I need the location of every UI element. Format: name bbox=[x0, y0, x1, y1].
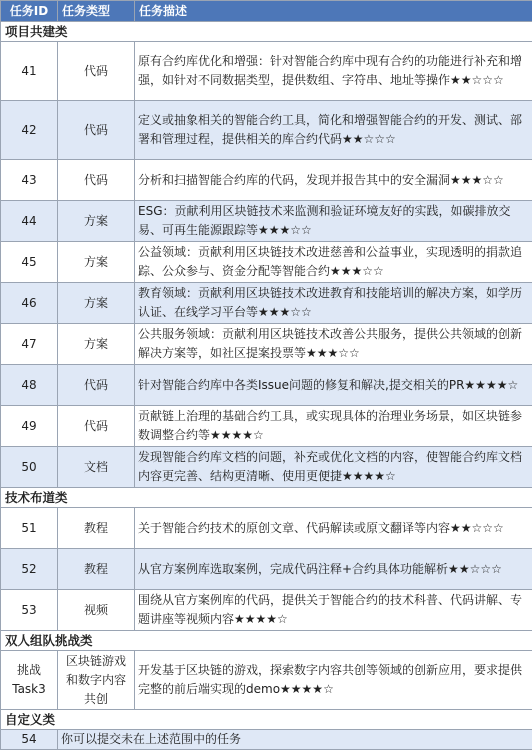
task-id: 47 bbox=[1, 324, 58, 365]
task-type: 代码 bbox=[58, 406, 135, 447]
table-row bbox=[1, 160, 532, 201]
task-type: 代码 bbox=[58, 42, 135, 101]
task-type: 代码 bbox=[58, 160, 135, 201]
header-id: 任务ID bbox=[1, 1, 58, 22]
section-title: 技术布道类 bbox=[1, 488, 532, 508]
table-row bbox=[1, 508, 532, 549]
table-row bbox=[1, 447, 532, 488]
task-type: 视频 bbox=[58, 590, 135, 631]
task-desc: 开发基于区块链的游戏，探索数字内容共创等领域的创新应用，要求提供完整的前后端实现的demo★★★★☆ bbox=[135, 651, 532, 710]
task-id: 43 bbox=[1, 160, 58, 201]
task-id: 42 bbox=[1, 101, 58, 160]
task-id: 挑战Task3 bbox=[1, 651, 58, 710]
header-type: 任务类型 bbox=[58, 1, 135, 22]
task-type: 教程 bbox=[58, 508, 135, 549]
task-id: 46 bbox=[1, 283, 58, 324]
task-desc: 教育领域：贡献利用区块链技术改进教育和技能培训的解决方案，如学历认证、在线学习平台等★★★☆☆ bbox=[135, 283, 532, 324]
task-id: 45 bbox=[1, 242, 58, 283]
table-row bbox=[1, 590, 532, 631]
task-desc: 围绕从官方案例库的代码，提供关于智能合约的技术科普、代码讲解、专题讲座等视频内容★★★★☆ bbox=[135, 590, 532, 631]
table-row bbox=[1, 42, 532, 101]
section-title: 双人组队挑战类 bbox=[1, 631, 532, 651]
task-id: 41 bbox=[1, 42, 58, 101]
task-desc: 公益领域：贡献利用区块链技术改进慈善和公益事业，实现透明的捐款追踪、公众参与、资金分配等智能合约★★★☆☆ bbox=[135, 242, 532, 283]
table-row bbox=[1, 324, 532, 365]
task-id: 44 bbox=[1, 201, 58, 242]
section-title: 项目共建类 bbox=[1, 22, 532, 42]
table-row bbox=[1, 549, 532, 590]
task-desc: 关于智能合约技术的原创文章、代码解读或原文翻译等内容★★☆☆☆ bbox=[135, 508, 532, 549]
table-row bbox=[1, 242, 532, 283]
task-desc: 分析和扫描智能合约库的代码，发现并报告其中的安全漏洞★★★☆☆ bbox=[135, 160, 532, 201]
task-id: 48 bbox=[1, 365, 58, 406]
table-row bbox=[1, 651, 532, 710]
task-type: 方案 bbox=[58, 283, 135, 324]
task-type: 区块链游戏和数字内容共创 bbox=[58, 651, 135, 710]
task-id: 53 bbox=[1, 590, 58, 631]
task-desc: 发现智能合约库文档的问题，补充或优化文档的内容，使智能合约库文档内容更完善、结构更清晰、使用更便捷★★★★☆ bbox=[135, 447, 532, 488]
task-type: 文档 bbox=[58, 447, 135, 488]
task-desc: 公共服务领域：贡献利用区块链技术改善公共服务，提供公共领域的创新解决方案等，如社区提案投票等★★★☆☆ bbox=[135, 324, 532, 365]
section-row bbox=[1, 22, 532, 42]
task-desc: ESG：贡献利用区块链技术来监测和验证环境友好的实践，如碳排放交易、可再生能源跟踪等★★★☆☆ bbox=[135, 201, 532, 242]
task-type: 方案 bbox=[58, 201, 135, 242]
task-desc: 定义或抽象相关的智能合约工具，简化和增强智能合约的开发、测试、部署和管理过程，提供相关的库合约代码★★☆☆☆ bbox=[135, 101, 532, 160]
section-row bbox=[1, 631, 532, 651]
task-type: 方案 bbox=[58, 242, 135, 283]
section-row bbox=[1, 710, 532, 730]
task-type: 教程 bbox=[58, 549, 135, 590]
task-id: 50 bbox=[1, 447, 58, 488]
task-type: 代码 bbox=[58, 365, 135, 406]
header-desc: 任务描述 bbox=[135, 1, 532, 22]
task-type: 方案 bbox=[58, 324, 135, 365]
task-desc: 贡献链上治理的基础合约工具，或实现具体的治理业务场景，如区块链参数调整合约等★★★★☆ bbox=[135, 406, 532, 447]
task-id: 51 bbox=[1, 508, 58, 549]
task-id: 49 bbox=[1, 406, 58, 447]
task-id: 54 bbox=[1, 730, 58, 750]
table-row bbox=[1, 406, 532, 447]
task-desc: 你可以提交未在上述范围中的任务 bbox=[58, 730, 532, 750]
task-type: 代码 bbox=[58, 101, 135, 160]
table-row bbox=[1, 365, 532, 406]
table-row bbox=[1, 101, 532, 160]
task-desc: 从官方案例库选取案例，完成代码注释+合约具体功能解析★★☆☆☆ bbox=[135, 549, 532, 590]
task-id: 52 bbox=[1, 549, 58, 590]
table-row bbox=[1, 201, 532, 242]
section-title: 自定义类 bbox=[1, 710, 532, 730]
section-row bbox=[1, 488, 532, 508]
header-row bbox=[1, 1, 532, 22]
table-row bbox=[1, 283, 532, 324]
task-desc: 原有合约库优化和增强：针对智能合约库中现有合约的功能进行补充和增强，如针对不同数据类型，提供数组、字符串、地址等操作★★☆☆☆ bbox=[135, 42, 532, 101]
task-desc: 针对智能合约库中各类Issue问题的修复和解决,提交相关的PR★★★★☆ bbox=[135, 365, 532, 406]
